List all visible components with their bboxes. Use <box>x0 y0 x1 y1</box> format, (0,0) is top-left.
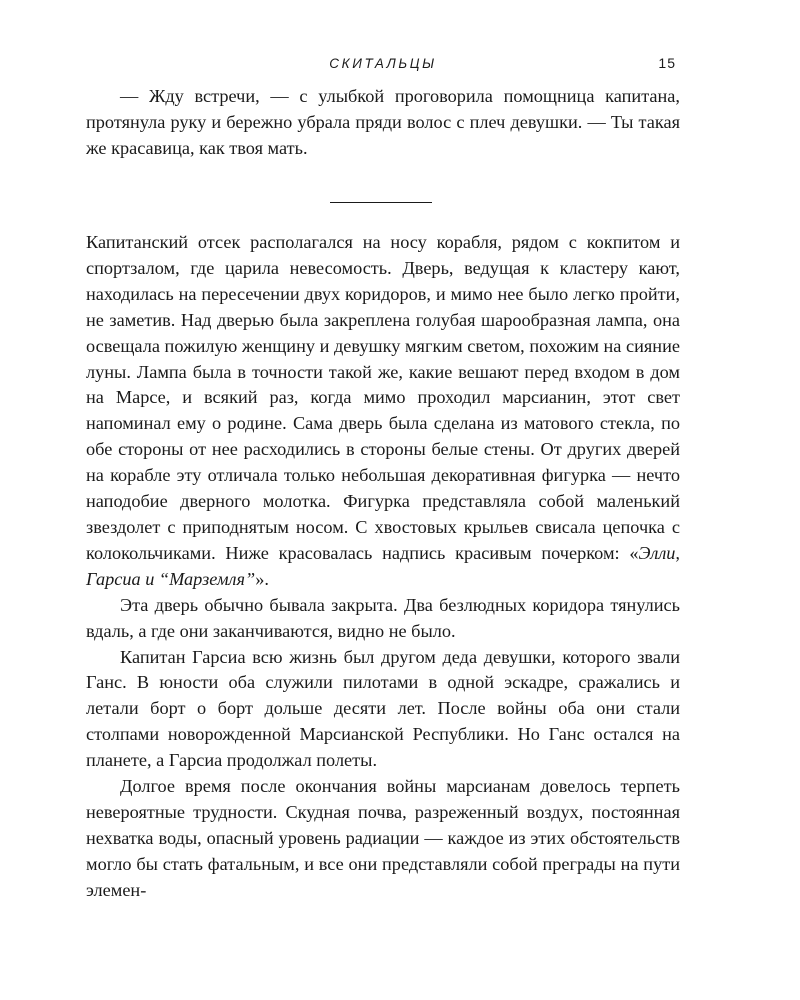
paragraph-text: Капитанский отсек располагался на носу корабля, рядом с кокпитом и спортзалом, где царила невесомость. Дверь, ведущая к кластеру кают, находилась на пересечении двух коридоров, и мимо нее было легко пройти, не заметив. Над дверью была закреплена голубая шарообразная лампа, она освещала пожилую женщину и девушку мягким светом, похожим на сияние луны. Лампа была в точности такой же, какие вешают перед входом в дом на Марсе, и всякий раз, когда мимо проходил марсианин, этот свет напоминал ему о родине. Сама дверь была сделана из матового стекла, по обе стороны от нее расходились в стороны белые стены. От других дверей на корабле эту отличала только небольшая декоративная фигурка — нечто наподобие дверного молотка. Фигурка представляла собой маленький звездолет с приподнятым носом. С хвостовых крыльев свисала цепочка с колокольчиками. Ниже красовалась надпись красивым почерком: « <box>86 232 680 563</box>
paragraph-text-end: ». <box>255 568 269 589</box>
section-2 <box>86 230 680 904</box>
running-head <box>86 54 680 76</box>
paragraph <box>86 230 680 593</box>
paragraph: Эта дверь обычно бывала закрыта. Два безлюдных коридора тянулись вдаль, а где они заканчиваются, видно не было. <box>86 594 680 641</box>
paragraph: Долгое время после окончания войны марсианам довелось терпеть невероятные трудности. Скудная почва, разреженный воздух, постоянная нехватка воды, опасный уровень радиации — каждое из этих обстоятельств могло бы стать фатальным, и все они представляли собой преграды на пути элемен- <box>86 776 680 900</box>
paragraph: Капитан Гарсиа всю жизнь был другом деда девушки, которого звали Ганс. В юности оба служили пилотами в одной эскадре, сражались и летали борт о борт дольше десяти лет. После войны оба они стали столпами новорожденной Марсианской Республики. Но Ганс остался на планете, а Гарсиа продолжал полеты. <box>86 646 680 771</box>
door-inscription: Элли, Гарсиа и “Марземля” <box>86 542 680 589</box>
page-number: 15 <box>658 55 676 71</box>
running-title: СКИТАЛЬЦЫ <box>329 56 437 71</box>
paragraph: — Жду встречи, — с улыбкой проговорила помощница капитана, протянула руку и бережно убрала пряди волос с плеч девушки. — Ты такая же красавица, как твоя мать. <box>86 86 680 158</box>
section-separator <box>330 202 432 203</box>
section-1 <box>86 84 680 162</box>
